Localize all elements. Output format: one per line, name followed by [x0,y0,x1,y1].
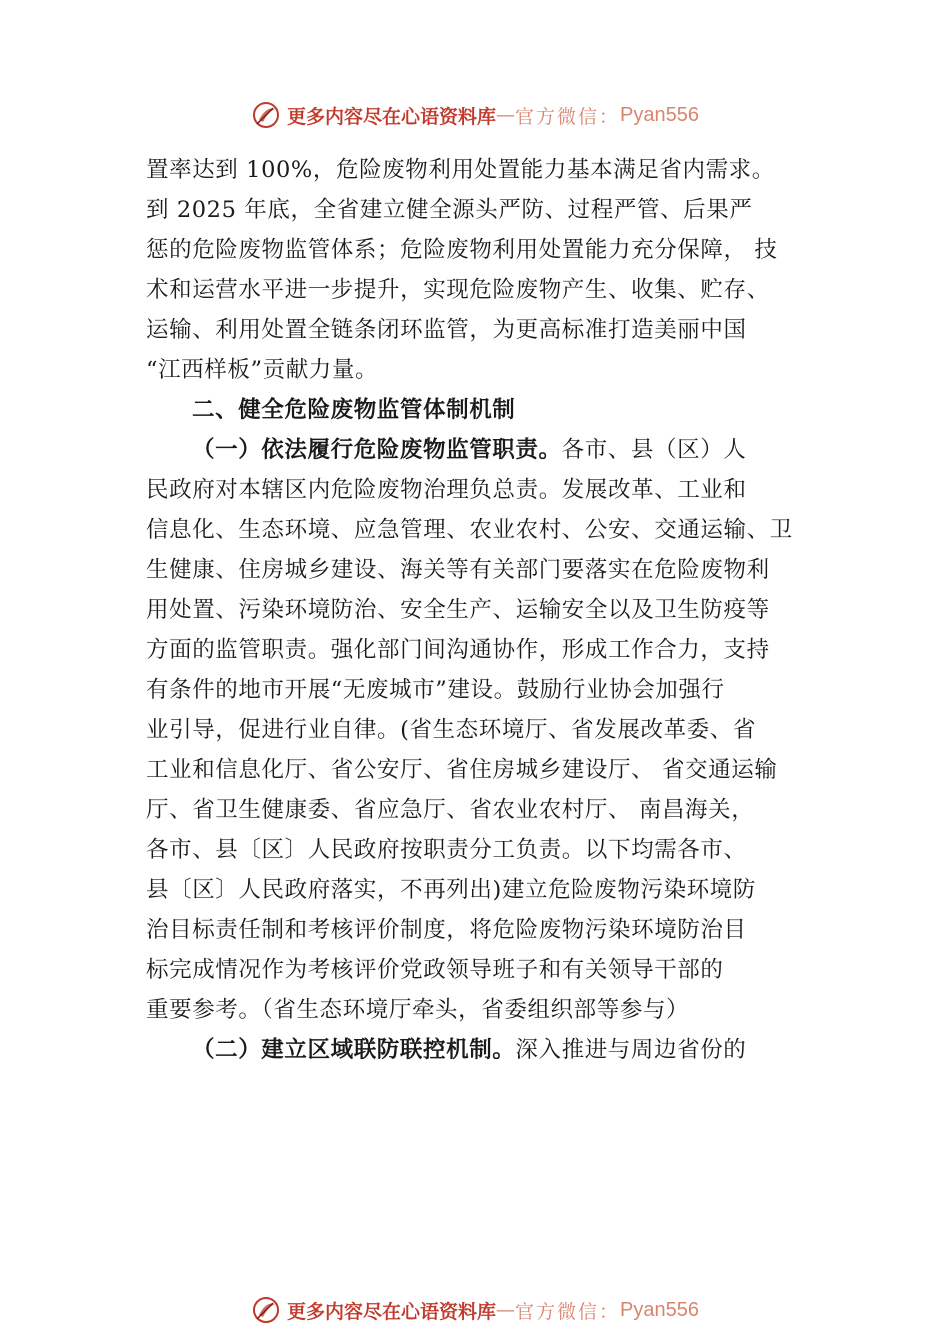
banner-wechat-id: Pyan556 [620,103,699,126]
paragraph-line: 生健康、住房城乡建设、海关等有关部门要落实在危险废物利 [146,557,770,583]
banner-wechat-id: Pyan556 [620,1298,699,1321]
section-heading: 二、健全危险废物监管体制机制 [192,397,516,423]
paragraph-line: 工业和信息化厅、省公安厅、省住房城乡建设厅、 省交通运输 [146,757,778,783]
subsection-title: （一）依法履行危险废物监管职责。 [192,437,562,463]
paragraph-line: 标完成情况作为考核评价党政领导班子和有关领导干部的 [146,957,724,983]
paragraph-line: 用处置、污染环境防治、安全生产、运输安全以及卫生防疫等 [146,597,770,623]
banner-dash: — [496,104,516,126]
document-body [146,150,818,1070]
banner-wechat-label: 官方微信： [515,1300,621,1323]
banner-title: 更多内容尽在心语资料库 [287,1300,497,1323]
paragraph-line: 各市、县〔区〕人民政府按职责分工负责。以下均需各市、 [146,837,747,863]
paragraph-line: 有条件的地市开展“无废城市”建设。鼓励行业协会加强行 [146,677,725,703]
paragraph-line: 方面的监管职责。强化部门间沟通协作，形成工作合力，支持 [146,637,770,663]
paragraph-line: 术和运营水平进一步提升，实现危险废物产生、收集、贮存、 [146,277,770,303]
paragraph-line: 惩的危险废物监管体系；危险废物利用处置能力充分保障， 技 [146,237,778,263]
paragraph-line: 信息化、生态环境、应急管理、农业农村、公安、交通运输、卫 [146,517,793,543]
banner-dash: — [496,1299,516,1321]
logo-icon [251,100,281,130]
paragraph-text: 深入推进与周边省份的 [515,1037,747,1063]
banner-title: 更多内容尽在心语资料库 [287,105,497,128]
paragraph-text: 各市、县（区）人 [561,437,747,463]
logo-icon [251,1295,281,1325]
paragraph-line: 置率达到 100%，危险废物利用处置能力基本满足省内需求。 [146,157,775,183]
header-banner [0,95,950,135]
banner-wechat-label: 官方微信： [515,105,621,128]
subsection-line [146,1030,818,1070]
paragraph-line: 厅、省卫生健康委、省应急厅、省农业农村厅、 南昌海关， [146,797,755,823]
subsection-line [146,430,818,470]
subsection-title: （二）建立区域联防联控机制。 [192,1037,516,1063]
paragraph-line: 重要参考。（省生态环境厅牵头，省委组织部等参与） [146,997,690,1023]
paragraph-line: 治目标责任制和考核评价制度，将危险废物污染环境防治目 [146,917,747,943]
paragraph-line: 民政府对本辖区内危险废物治理负总责。发展改革、工业和 [146,477,747,503]
paragraph-line: “江西样板”贡献力量。 [146,357,379,383]
paragraph-line: 到 2025 年底，全省建立健全源头严防、过程严管、后果严 [146,197,753,223]
paragraph-line: 县〔区〕人民政府落实，不再列出)建立危险废物污染环境防 [146,877,756,903]
paragraph-line: 运输、利用处置全链条闭环监管，为更高标准打造美丽中国 [146,317,747,343]
paragraph-line: 业引导，促进行业自律。(省生态环境厅、省发展改革委、省 [146,717,756,743]
footer-banner [0,1290,950,1330]
